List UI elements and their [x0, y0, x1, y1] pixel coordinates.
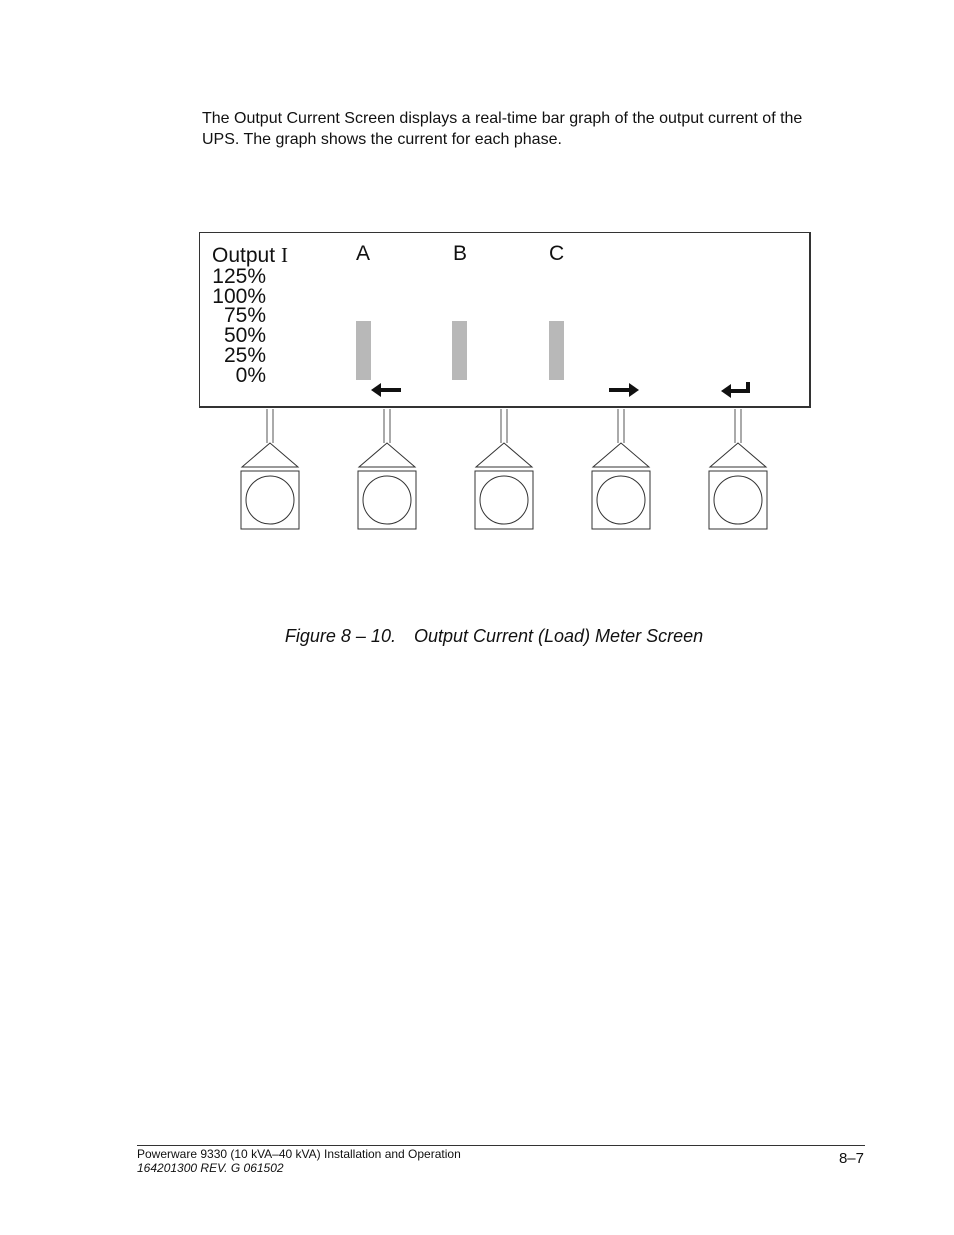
phase-a-label: A	[356, 242, 371, 265]
footer-rule	[137, 1145, 865, 1146]
footer-revision: 164201300 REV. G 061502	[137, 1161, 284, 1175]
key-2[interactable]	[358, 409, 416, 529]
lcd-title	[212, 245, 288, 266]
left-arrow-icon	[369, 379, 403, 401]
key-5[interactable]	[709, 409, 767, 529]
figure-title: Output Current (Load) Meter Screen	[413, 626, 704, 646]
percent-scale	[211, 267, 266, 385]
scale-label: 25%	[223, 343, 266, 367]
phase-b-bar	[452, 321, 467, 380]
scale-label: 125%	[212, 265, 266, 288]
footer-info	[137, 1147, 461, 1175]
phase-b-label: B	[453, 242, 468, 265]
phase-c-bar	[549, 321, 564, 380]
scale-label: 75%	[223, 304, 266, 328]
key-4[interactable]	[592, 409, 650, 529]
page-number: 8–7	[838, 1150, 864, 1167]
phase-a-bar	[356, 321, 371, 380]
lcd-title-text: Output	[212, 244, 276, 267]
scale-label: 50%	[223, 324, 266, 348]
figure-caption	[0, 626, 954, 647]
scale-label: 0%	[235, 363, 266, 387]
right-arrow-icon	[607, 379, 641, 401]
figure-number: Figure 8 – 10.	[284, 626, 396, 646]
key-3[interactable]	[475, 409, 533, 529]
footer-title: Powerware 9330 (10 kVA–40 kVA) Installation and Operation	[137, 1147, 461, 1161]
enter-icon	[719, 379, 753, 401]
phase-c-label: C	[549, 242, 565, 265]
current-symbol: I	[281, 243, 289, 267]
intro-paragraph: The Output Current Screen displays a real-time bar graph of the output current of the UPS. The graph shows the current for each phase.	[202, 110, 803, 148]
lcd-screen	[199, 232, 811, 408]
scale-label: 100%	[212, 284, 266, 308]
key-1[interactable]	[241, 409, 299, 529]
